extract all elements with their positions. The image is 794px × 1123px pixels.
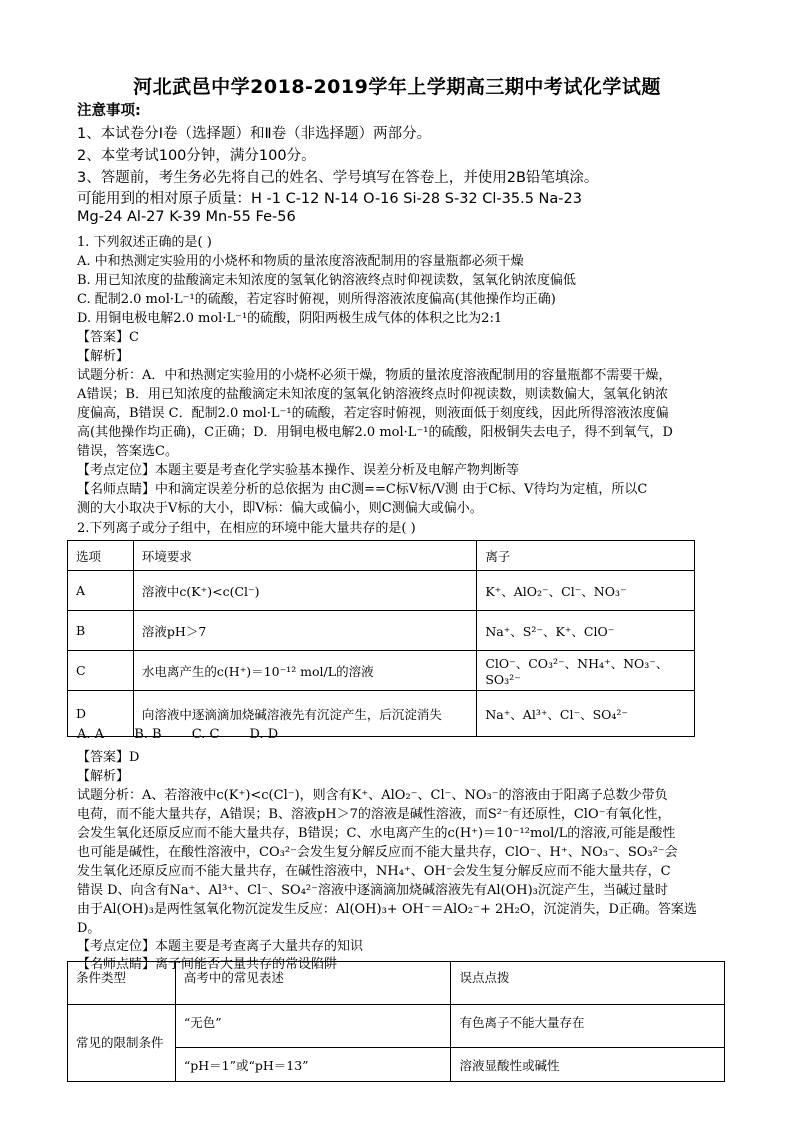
- table-cell: 溶液显酸性或碱性: [451, 1048, 725, 1082]
- table-header: 高考中的常见表述: [175, 962, 451, 1005]
- question-stem: 1. 下列叙述正确的是( ): [77, 235, 212, 250]
- table-row: [68, 651, 695, 691]
- analysis-line: 错误 D、向含有Na⁺、Al³⁺、Cl⁻、SO₄²⁻溶液中逐滴滴加烧碱溶液先有Al(OH)₃沉淀产生，当碱过量时: [77, 883, 668, 898]
- notice-item: 3、答题前，考生务必先将自己的姓名、学号填写在答卷上，并使用2B铅笔填涂。: [77, 170, 599, 186]
- analysis-label: 【解析】: [77, 769, 130, 784]
- question-option: C. C: [191, 727, 220, 742]
- analysis-line: 发生氧化还原反应而不能大量共存，在碱性溶液中，NH₄⁺、OH⁻会发生复分解反应而不能大量共存，C: [77, 864, 671, 879]
- table-header: 选项: [68, 541, 134, 571]
- table-cell: B: [68, 611, 134, 651]
- table-header-row: [68, 962, 725, 1005]
- question-option: D. 用铜电极电解2.0 mol·L⁻¹的硫酸，阴阳两极生成气体的体积之比为2:1: [77, 311, 503, 326]
- analysis-line: 试题分析：A．中和热测定实验用的小烧杯必须干燥，物质的量浓度溶液配制用的容量瓶都不需要干燥，: [77, 368, 672, 383]
- table-cell: Na⁺、Al³⁺、Cl⁻、SO₄²⁻: [477, 691, 695, 737]
- table-cell: ClO⁻、CO₃²⁻、NH₄⁺、NO₃⁻、SO₃²⁻: [477, 651, 695, 691]
- analysis-line: 试题分析：A、若溶液中c(K⁺)<c(Cl⁻)，则含有K⁺、AlO₂⁻、Cl⁻、NO₃⁻的溶液由于阳离子总数少带负: [77, 788, 668, 803]
- table-header: 条件类型: [68, 962, 176, 1005]
- kaodian: 【考点定位】本题主要是考查化学实验基本操作、误差分析及电解产物判断等: [77, 463, 520, 478]
- table-cell: 有色离子不能大量存在: [451, 1005, 725, 1048]
- table-cell: 溶液pH＞7: [133, 611, 476, 651]
- mingshi: 【名师点睛】离子间能否大量共存的常设陷阱: [77, 957, 338, 972]
- table-cell: “无色”: [175, 1005, 451, 1048]
- table-cell: Na⁺、S²⁻、K⁺、ClO⁻: [477, 611, 695, 651]
- table-cell: K⁺、AlO₂⁻、Cl⁻、NO₃⁻: [477, 571, 695, 611]
- table-cell: 常见的限制条件: [68, 1005, 176, 1082]
- question-option: B. 用已知浓度的盐酸滴定未知浓度的氢氧化钠溶液终点时仰视读数，氢氧化钠浓度偏低: [77, 273, 576, 288]
- analysis-line: 错误，答案选C。: [77, 444, 178, 459]
- table-header: 误点点拨: [451, 962, 725, 1005]
- ion-table: [67, 540, 695, 737]
- question-stem: 2.下列离子或分子组中，在相应的环境中能大量共存的是( ): [77, 521, 416, 536]
- analysis-line: A错误；B．用已知浓度的盐酸滴定未知浓度的氢氧化钠溶液终点时仰视读数，则读数偏大，氢氧化钠浓: [77, 387, 668, 402]
- table-cell: A: [68, 571, 134, 611]
- question-option: A. 中和热测定实验用的小烧杯和物质的量浓度溶液配制用的容量瓶都必须干燥: [77, 254, 524, 269]
- table-header-row: [68, 541, 695, 571]
- table-row: [68, 611, 695, 651]
- table-header: 环境要求: [133, 541, 476, 571]
- question-option: A. A: [77, 727, 105, 742]
- question-option: B. B: [134, 727, 162, 742]
- atomic-masses: 可能用到的相对原子质量：H -1 C-12 N-14 O-16 Si-28 S-32 Cl-35.5 Na-23: [77, 191, 582, 207]
- notice-item: 1、本试卷分Ⅰ卷（选择题）和Ⅱ卷（非选择题）两部分。: [77, 126, 432, 142]
- table-cell: 水电离产生的c(H⁺)＝10⁻¹² mol/L的溶液: [133, 651, 476, 691]
- table-cell: C: [68, 651, 134, 691]
- notice-heading: 注意事项:: [77, 103, 141, 119]
- mingshi: 【名师点睛】中和滴定误差分析的总依据为 由C测==C标V标/V测 由于C标、V待均为定植，所以C: [77, 482, 648, 497]
- analysis-line: 电荷，而不能大量共存，A错误；B、溶液pH＞7的溶液是碱性溶液，而S²⁻有还原性，ClO⁻有氧化性，: [77, 807, 671, 822]
- analysis-line: 度偏高，B错误 C．配制2.0 mol·L⁻¹的硫酸，若定容时俯视，则液面低于刻度线，因此所得溶液浓度偏: [77, 406, 669, 421]
- table-row: [68, 1005, 725, 1048]
- kaodian: 【考点定位】本题主要是考查离子大量共存的知识: [77, 939, 364, 954]
- atomic-masses: Mg-24 Al-27 K-39 Mn-55 Fe-56: [77, 209, 296, 225]
- answer: 【答案】C: [77, 330, 139, 345]
- question-option: C. 配制2.0 mol·L⁻¹的硫酸，若定容时俯视，则所得溶液浓度偏高(其他操作均正确): [77, 292, 556, 307]
- analysis-line: 高(其他操作均正确)，C正确；D．用铜电极电解2.0 mol·L⁻¹的硫酸，阳极铜失去电子，得不到氧气，D: [77, 425, 673, 440]
- table-header: 离子: [477, 541, 695, 571]
- mingshi: 测的大小取决于V标的大小，即V标：偏大或偏小，则C测偏大或偏小。: [77, 501, 483, 516]
- answer: 【答案】D: [77, 750, 140, 765]
- notice-item: 2、本堂考试100分钟，满分100分。: [77, 148, 316, 164]
- table-cell: 溶液中c(K⁺)<c(Cl⁻): [133, 571, 476, 611]
- analysis-label: 【解析】: [77, 349, 130, 364]
- table-cell: 向溶液中逐滴滴加烧碱溶液先有沉淀产生，后沉淀消失: [133, 691, 476, 737]
- trap-table: [67, 961, 725, 1082]
- question-option: D. D: [249, 727, 279, 742]
- table-cell: D: [68, 691, 134, 737]
- analysis-line: 也可能是碱性，在酸性溶液中，CO₃²⁻会发生复分解反应而不能大量共存，ClO⁻、H⁺、NO₃⁻、SO₃²⁻会: [77, 845, 678, 860]
- analysis-line: 会发生氧化还原反应而不能大量共存，B错误；C、水电离产生的c(H⁺)＝10⁻¹²mol/L的溶液,可能是酸性: [77, 826, 676, 841]
- analysis-line: 由于Al(OH)₃是两性氢氧化物沉淀发生反应：Al(OH)₃+ OH⁻＝AlO₂⁻+ 2H₂O，沉淀消失，D正确。答案选: [77, 902, 697, 917]
- page-title: 河北武邑中学2018-2019学年上学期高三期中考试化学试题: [133, 76, 661, 98]
- table-cell: “pH＝1”或“pH＝13”: [175, 1048, 451, 1082]
- analysis-line: D。: [77, 921, 101, 936]
- table-row: [68, 571, 695, 611]
- question-options: [77, 727, 304, 742]
